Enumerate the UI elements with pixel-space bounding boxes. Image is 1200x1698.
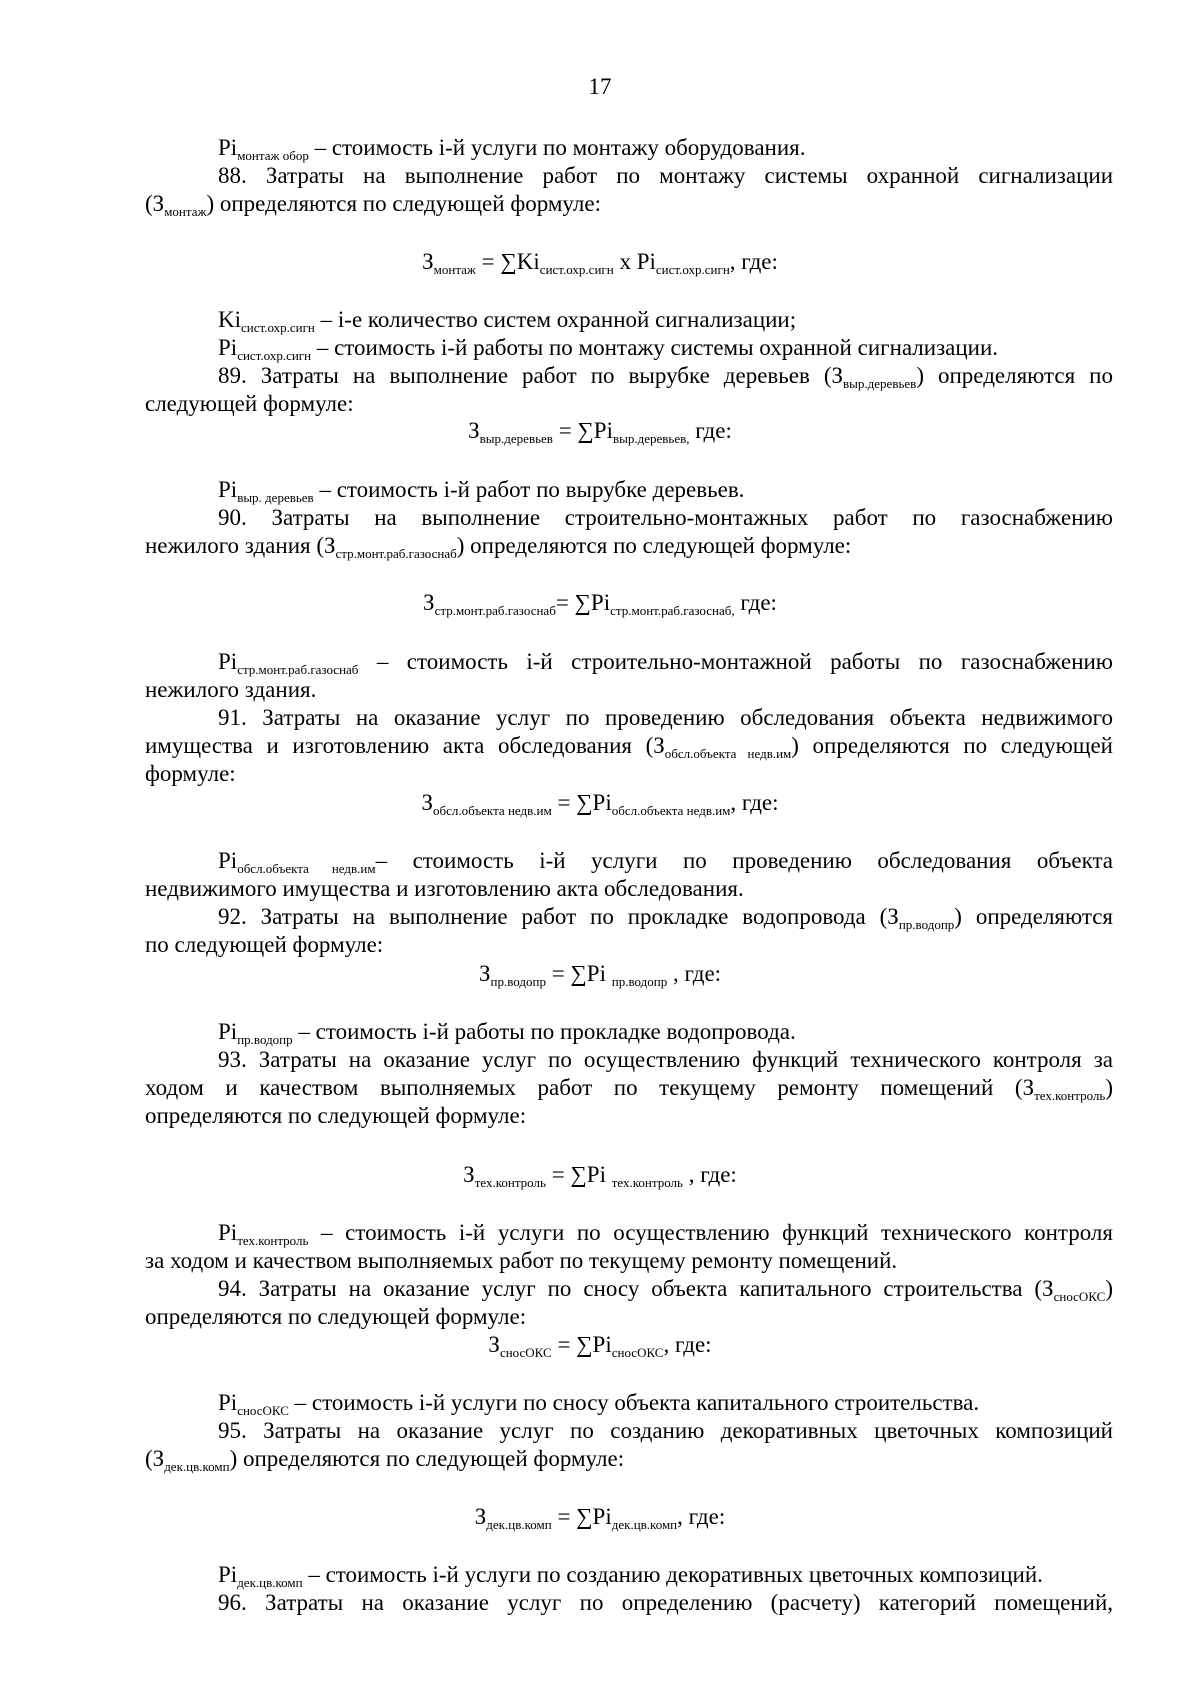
line-text: , где: — [667, 961, 722, 986]
line-text: = ∑Pi — [545, 961, 612, 986]
text-line — [145, 1445, 624, 1473]
subscript: выр. деревьев — [237, 490, 314, 505]
line-text: – стоимость i-й услуги по созданию декоративных цветочных композиций. — [302, 1562, 1043, 1587]
paragraph-94 — [218, 1275, 1113, 1303]
line-text: определяются по следующей формуле: — [145, 1103, 527, 1128]
subscript: сносОКС — [611, 1345, 664, 1360]
subscript: монтаж — [433, 262, 476, 277]
line-text: нежилого здания (З — [145, 533, 336, 558]
subscript: пр.водопр — [490, 974, 546, 989]
line-text: 92. Затраты на выполнение работ по прокладке водопровода (З — [218, 904, 899, 929]
line-text: ) определяются по — [916, 363, 1113, 388]
subscript: обсл.объекта недв.им — [664, 746, 792, 761]
subscript: сист.охр.сигн — [241, 320, 315, 335]
line-text: – стоимость i-й работы по монтажу системы охранной сигнализации. — [311, 335, 999, 360]
text-line — [145, 1102, 526, 1130]
paragraph-92 — [218, 903, 1113, 931]
subscript: тех.контроль — [474, 1175, 546, 1190]
subscript: сист.охр.сигн — [539, 262, 614, 277]
subscript: выр.деревьев — [843, 376, 917, 391]
definition-line — [218, 847, 1113, 875]
definition-line — [218, 1561, 1043, 1589]
subscript: монтаж обор — [237, 148, 309, 163]
subscript: дек.цв.комп — [486, 1517, 552, 1532]
text-line — [145, 532, 851, 560]
formula-94 — [0, 1331, 1200, 1359]
subscript: обсл.объекта недв.им — [433, 803, 552, 818]
subscript: пр.водопр — [611, 974, 668, 989]
paragraph-95 — [218, 1417, 1113, 1445]
line-text: определяются по следующей формуле: — [145, 1304, 527, 1329]
line-text: З — [474, 1504, 487, 1529]
line-text: З — [463, 1162, 475, 1187]
line-text: – стоимость i-й работ по вырубке деревьев. — [313, 477, 745, 502]
line-text: , где: — [730, 790, 779, 815]
subscript: тех.контроль — [611, 1175, 683, 1190]
line-text: З — [478, 961, 491, 986]
paragraph-89 — [218, 362, 1113, 390]
line-text: имущества и изготовлению акта обследования (З — [145, 733, 665, 758]
definition-line — [218, 334, 998, 362]
line-text: , где: — [682, 1162, 737, 1187]
definition-line — [218, 648, 1113, 676]
subscript: сносОКС — [499, 1345, 552, 1360]
line-text: 96. Затраты на оказание услуг по определению (расчету) категорий помещений, — [218, 1590, 1113, 1615]
subscript: стр.монт.раб.газоснаб — [434, 603, 556, 618]
line-text: З — [468, 418, 480, 443]
line-text: З — [488, 1332, 500, 1357]
line-text: 93. Затраты на оказание услуг по осуществлению функций технического контроля за — [218, 1047, 1113, 1072]
definition-line — [218, 306, 796, 334]
line-text: Pi — [218, 1390, 238, 1415]
subscript: стр.монт.раб.газоснаб, — [610, 603, 735, 618]
paragraph-96 — [218, 1589, 1113, 1617]
subscript: пр.водопр — [237, 1032, 293, 1047]
text-line — [145, 190, 601, 218]
line-text: 89. Затраты на выполнение работ по вырубке деревьев (З — [218, 363, 844, 388]
line-text: – стоимость i-й услуги по монтажу оборудования. — [308, 135, 806, 160]
subscript: обсл.объекта недв.им — [237, 861, 376, 876]
subscript: пр.водопр — [898, 917, 955, 932]
subscript: обсл.объекта недв.им — [611, 803, 731, 818]
line-text: ходом и качеством выполняемых работ по текущему ремонту помещений (З — [145, 1075, 1035, 1100]
line-text: по следующей формуле: — [145, 932, 384, 957]
definition-line — [218, 134, 805, 162]
line-text: – i-е количество систем охранной сигнализации; — [314, 307, 797, 332]
line-text: 94. Затраты на оказание услуг по сносу объекта капитального строительства (З — [218, 1276, 1054, 1301]
line-text: – стоимость i-й услуги по осуществлению функций технического контроля — [308, 1220, 1113, 1245]
subscript: сист.охр.сигн — [237, 348, 312, 363]
subscript: дек.цв.комп — [611, 1517, 678, 1532]
line-text: – стоимость i-й услуги по сносу объекта капитального строительства. — [288, 1390, 980, 1415]
subscript: тех.контроль — [237, 1233, 309, 1248]
formula-89 — [0, 417, 1200, 445]
line-text: недвижимого имущества и изготовлению акта обследования. — [145, 876, 744, 901]
line-text: Pi — [218, 848, 238, 873]
paragraph-88 — [218, 162, 1113, 190]
line-text: З — [422, 249, 434, 274]
text-line — [145, 732, 1113, 760]
definition-line — [218, 1389, 979, 1417]
line-text: ) определяются по следующей формуле: — [456, 533, 852, 558]
line-text: x Pi — [613, 249, 656, 274]
formula-91 — [0, 789, 1200, 817]
page-number: 17 — [588, 74, 612, 99]
subscript: сносОКС — [1053, 1289, 1106, 1304]
line-text: 91. Затраты на оказание услуг по проведению обследования объекта недвижимого — [218, 705, 1113, 730]
line-text: ) определяются по следующей формуле: — [229, 1446, 625, 1471]
line-text: ) определяются по следующей формуле: — [206, 191, 601, 216]
line-text: , где: — [663, 1332, 712, 1357]
line-text: Pi — [218, 1562, 238, 1587]
paragraph-93 — [218, 1046, 1113, 1074]
line-text: Ki — [218, 307, 241, 332]
text-line — [145, 1247, 897, 1275]
line-text: Pi — [218, 135, 238, 160]
definition-line — [218, 476, 744, 504]
text-line — [145, 1303, 526, 1331]
subscript: стр.монт.раб.газоснаб — [237, 662, 359, 677]
line-text: Pi — [218, 477, 238, 502]
line-text: = ∑Pi — [551, 1504, 612, 1529]
line-text: ) — [1105, 1276, 1113, 1301]
formula-93 — [0, 1161, 1200, 1189]
line-text: З — [423, 590, 435, 615]
line-text: (З — [145, 191, 165, 216]
line-text: 88. Затраты на выполнение работ по монтажу системы охранной сигнализации — [218, 163, 1113, 188]
line-text: Pi — [218, 335, 238, 360]
line-text: – стоимость i-й услуги по проведению обследования объекта — [375, 848, 1113, 873]
line-text: Pi — [218, 1019, 238, 1044]
line-text: за ходом и качеством выполняемых работ по текущему ремонту помещений. — [145, 1248, 898, 1273]
subscript: стр.монт.раб.газоснаб — [335, 546, 457, 561]
line-text: Pi — [218, 649, 238, 674]
formula-92 — [0, 960, 1200, 988]
line-text: где: — [689, 418, 732, 443]
text-line — [145, 875, 744, 903]
paragraph-90 — [218, 504, 1113, 532]
line-text: формуле: — [145, 761, 236, 786]
line-text: = ∑Pi — [551, 1332, 612, 1357]
subscript: выр.деревьев, — [613, 431, 690, 446]
line-text: ) — [1105, 1075, 1113, 1100]
line-text: (З — [145, 1446, 165, 1471]
formula-95 — [0, 1503, 1200, 1531]
text-line — [145, 676, 316, 704]
line-text: 90. Затраты на выполнение строительно-монтажных работ по газоснабжению — [218, 505, 1113, 530]
line-text: = ∑Ki — [475, 249, 540, 274]
subscript: выр.деревьев — [479, 431, 553, 446]
line-text: 95. Затраты на оказание услуг по созданию декоративных цветочных композиций — [218, 1418, 1113, 1443]
subscript: монтаж — [164, 204, 207, 219]
subscript: сносОКС — [237, 1403, 289, 1418]
line-text: , где: — [677, 1504, 726, 1529]
line-text: = ∑Pi — [545, 1162, 612, 1187]
subscript: тех.контроль — [1034, 1088, 1106, 1103]
line-text: = ∑Pi — [551, 790, 612, 815]
text-line — [145, 390, 354, 418]
line-text: – стоимость i-й работы по прокладке водопровода. — [292, 1019, 796, 1044]
paragraph-91 — [218, 704, 1113, 732]
line-text: Pi — [218, 1220, 238, 1245]
line-text: = ∑Pi — [552, 418, 613, 443]
definition-line — [218, 1219, 1113, 1247]
formula-88 — [0, 248, 1200, 276]
line-text: ) определяются по следующей — [791, 733, 1113, 758]
formula-90 — [0, 589, 1200, 617]
subscript: сист.охр.сигн — [655, 262, 730, 277]
text-line — [145, 760, 236, 788]
line-text: = ∑Pi — [555, 590, 611, 615]
line-text: нежилого здания. — [145, 677, 317, 702]
line-text: следующей формуле: — [145, 391, 354, 416]
subscript: дек.цв.комп — [164, 1459, 230, 1474]
line-text: где: — [734, 590, 777, 615]
line-text: – стоимость i-й строительно-монтажной работы по газоснабжению — [358, 649, 1113, 674]
text-line — [145, 931, 383, 959]
text-line — [145, 1074, 1113, 1102]
definition-line — [218, 1018, 796, 1046]
subscript: дек.цв.комп — [237, 1575, 303, 1590]
line-text: З — [421, 790, 434, 815]
line-text: , где: — [729, 249, 778, 274]
line-text: ) определяются — [954, 904, 1113, 929]
